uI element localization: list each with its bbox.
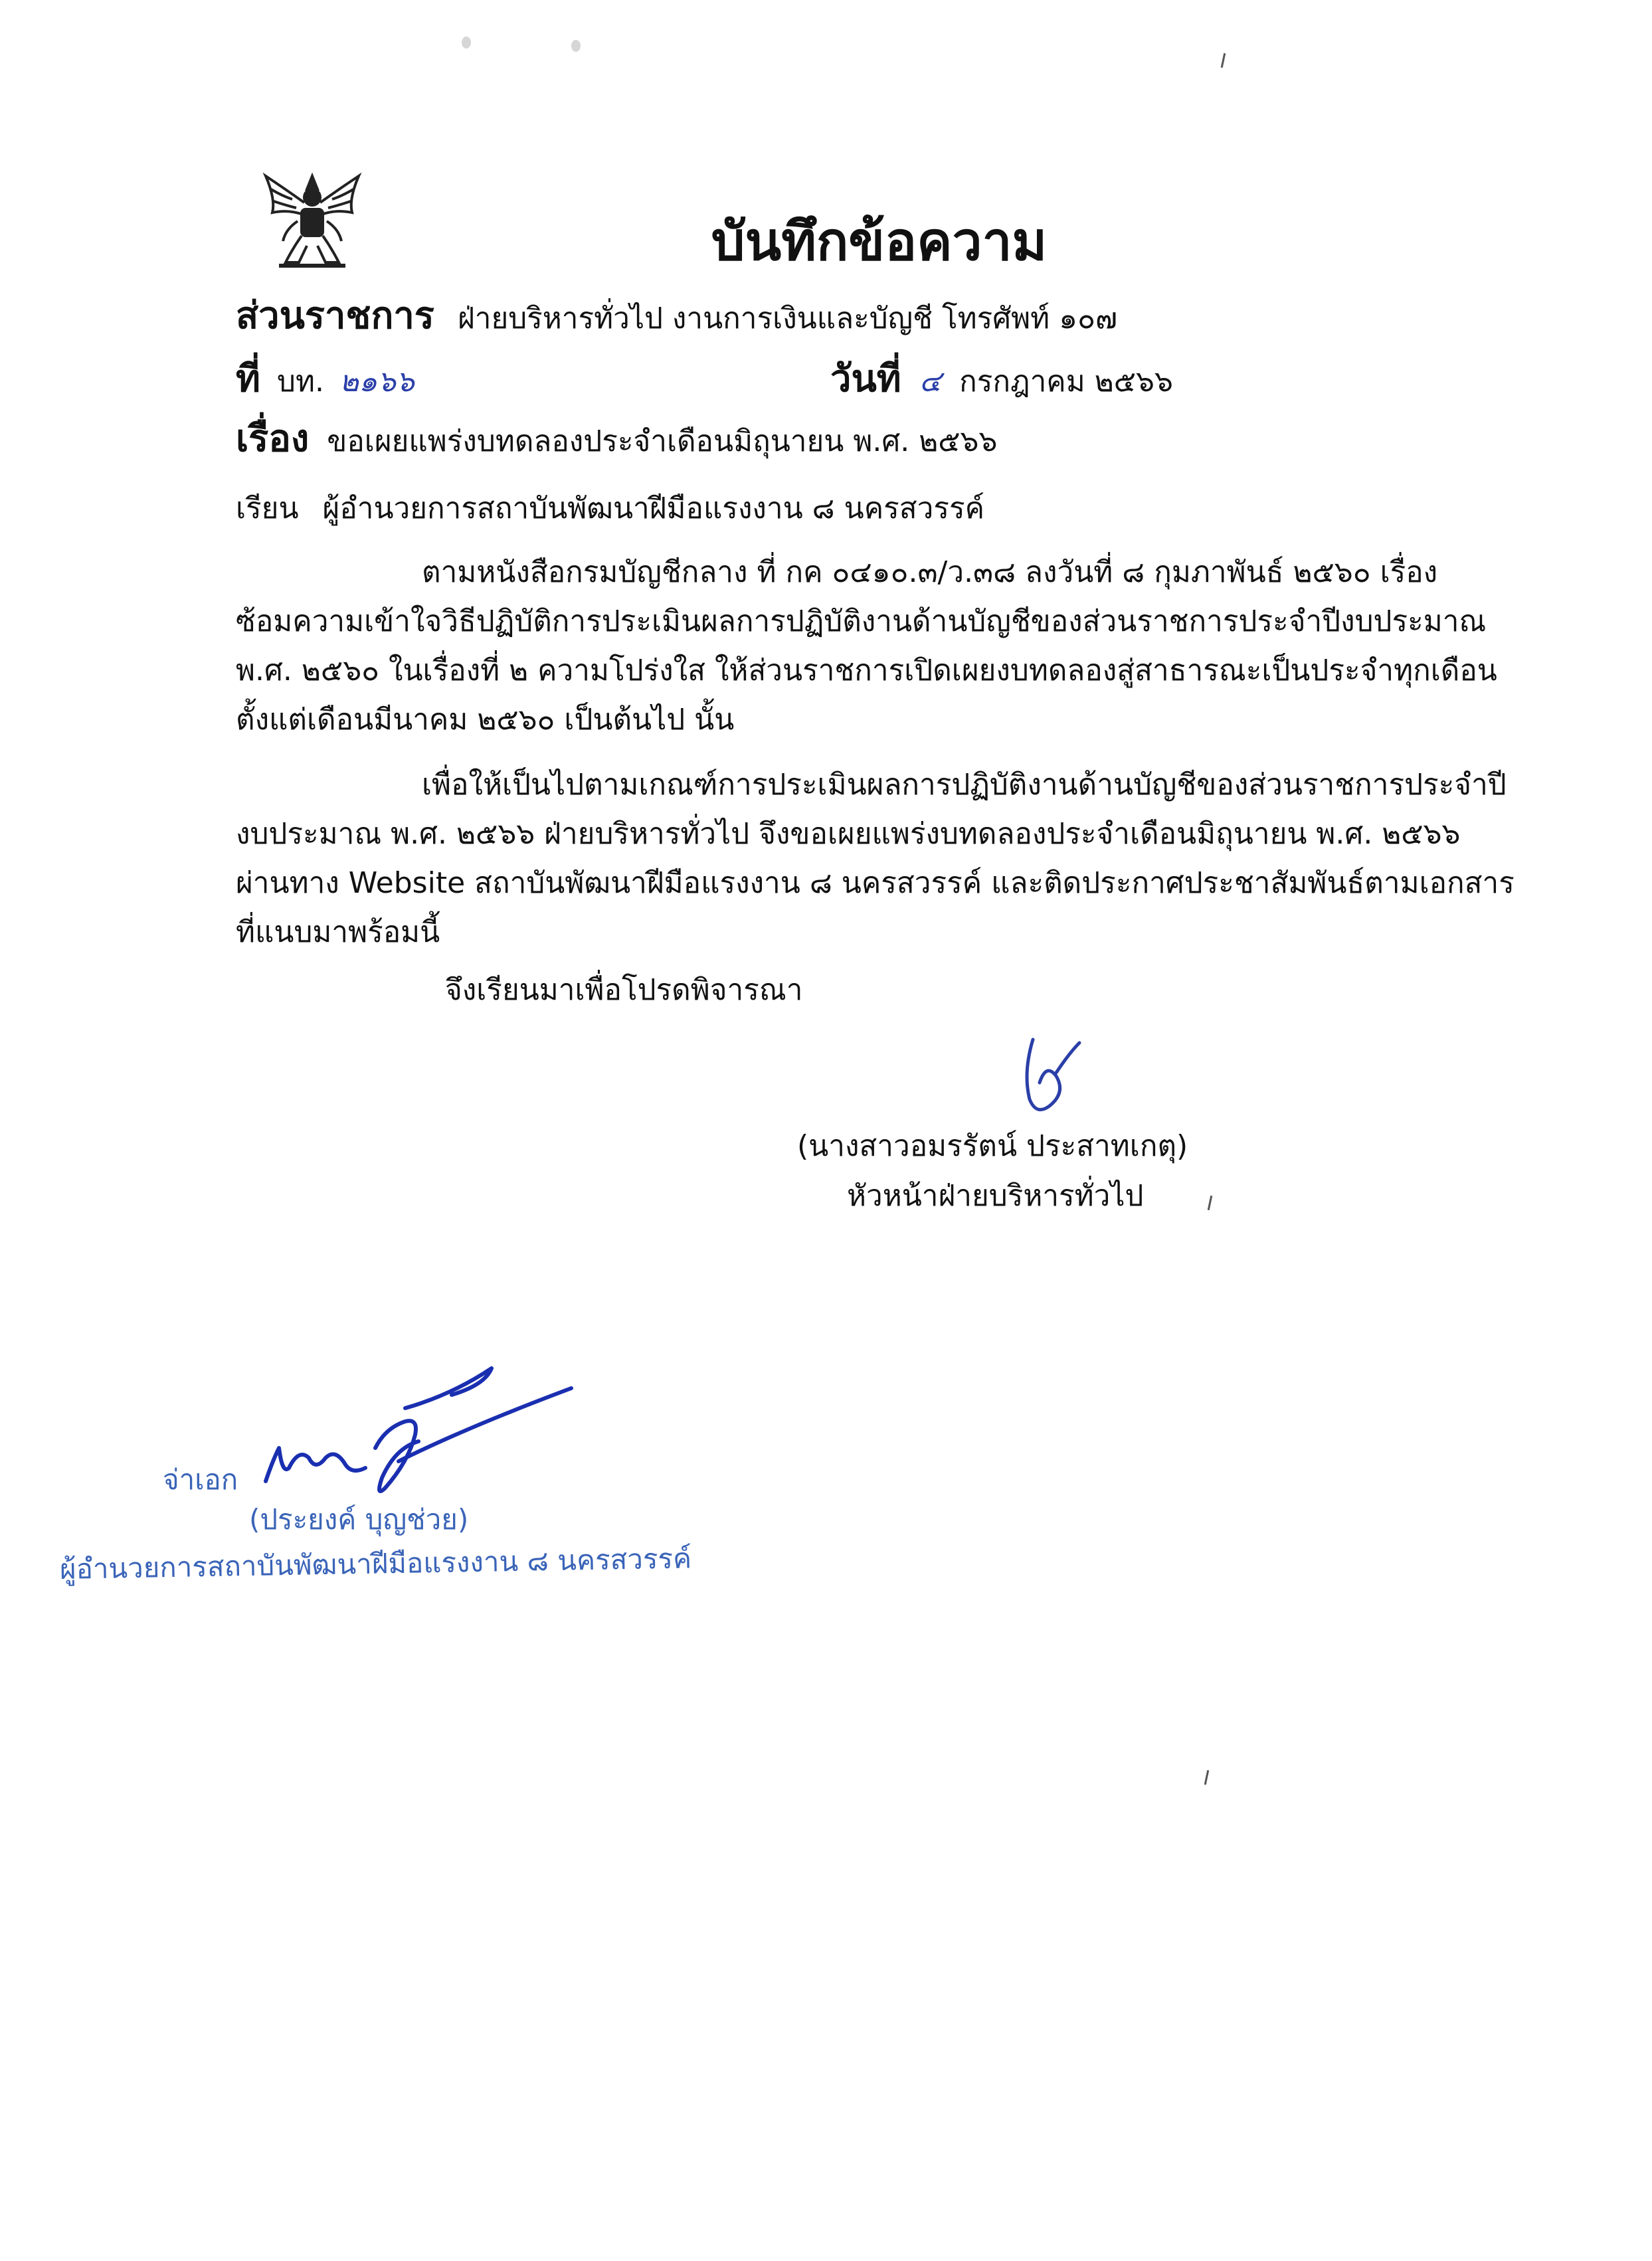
- approver-name: (ประยงค์ บุญช่วย): [249, 1503, 469, 1536]
- scan-mark: [1221, 53, 1226, 68]
- number-label: ที่: [236, 357, 260, 401]
- recipient-value: ผู้อำนวยการสถาบันพัฒนาฝีมือแรงงาน ๘ นครสวรรค์: [322, 492, 985, 525]
- number-row: [236, 349, 414, 408]
- subject-value: ขอเผยแพร่งบทดลองประจำเดือนมิถุนายน พ.ศ. ๒๕๖๖: [327, 424, 998, 458]
- paragraph-line: ตามหนังสือกรมบัญชีกลาง ที่ กค ๐๔๑๐.๓/ว.๓๘ ลงวันที่ ๘ กุมภาพันธ์ ๒๕๖๐ เรื่อง: [422, 555, 1438, 589]
- signature-icon: [1003, 1033, 1089, 1119]
- date-row: [830, 349, 1173, 408]
- date-label: วันที่: [830, 357, 901, 401]
- document-title: บันทึกข้อความ: [711, 211, 1048, 272]
- closing-line: จึงเรียนมาเพื่อโปรดพิจารณา: [445, 973, 803, 1007]
- paragraph-line: พ.ศ. ๒๕๖๐ ในเรื่องที่ ๒ ความโปร่งใส ให้ส่วนราชการเปิดเผยงบทดลองสู่สาธารณะเป็นประจำทุกเดือน: [236, 654, 1497, 687]
- paragraph-line: ตั้งแต่เดือนมีนาคม ๒๕๖๐ เป็นต้นไป นั้น: [236, 703, 735, 737]
- approver-title: ผู้อำนวยการสถาบันพัฒนาฝีมือแรงงาน ๘ นครสวรรค์: [59, 1542, 692, 1585]
- scan-mark: [1204, 1770, 1210, 1785]
- paragraph-line: ที่แนบมาพร้อมนี้: [236, 915, 440, 949]
- agency-row: [236, 286, 1117, 345]
- scan-mark: [1208, 1196, 1213, 1210]
- signer-title: หัวหน้าฝ่ายบริหารทั่วไป: [847, 1179, 1144, 1213]
- recipient-label: เรียน: [236, 492, 299, 525]
- body-paragraph-1: [236, 548, 1497, 745]
- recipient-row: [236, 485, 984, 531]
- date-day-handwritten: ๔: [919, 365, 942, 399]
- paragraph-line: งบประมาณ พ.ศ. ๒๕๖๖ ฝ่ายบริหารทั่วไป จึงขอเผยแพร่งบทดลองประจำเดือนมิถุนายน พ.ศ. ๒๕๖๖: [236, 817, 1461, 851]
- signer-name: (นางสาวอมรรัตน์ ประสาทเกตุ): [797, 1129, 1188, 1163]
- number-handwritten: ๒๑๖๖: [339, 365, 414, 399]
- scan-speck: [571, 40, 581, 52]
- paragraph-line: ซ้อมความเข้าใจวิธีปฏิบัติการประเมินผลการปฏิบัติงานด้านบัญชีของส่วนราชการประจำปีงบประมาณ: [236, 604, 1487, 638]
- approval-label: จ่าเอก: [163, 1463, 238, 1496]
- agency-label: ส่วนราชการ: [236, 294, 434, 337]
- number-prefix: บท.: [277, 365, 324, 399]
- date-month-year: กรกฎาคม ๒๕๖๖: [959, 365, 1173, 399]
- agency-value: ฝ่ายบริหารทั่วไป งานการเงินและบัญชี โทรศัพท์ ๑๐๗: [457, 302, 1118, 335]
- subject-label: เรื่อง: [236, 417, 310, 460]
- scan-speck: [462, 37, 471, 48]
- body-paragraph-2: [236, 761, 1514, 957]
- paragraph-line: ผ่านทาง Website สถาบันพัฒนาฝีมือแรงงาน ๘ นครสวรรค์ และติดประกาศประชาสัมพันธ์ตามเอกสาร: [236, 866, 1514, 900]
- subject-row: [236, 408, 997, 468]
- approver-signature-icon: [252, 1348, 585, 1501]
- paragraph-line: เพื่อให้เป็นไปตามเกณฑ์การประเมินผลการปฏิบัติงานด้านบัญชีของส่วนราชการประจำปี: [422, 768, 1507, 802]
